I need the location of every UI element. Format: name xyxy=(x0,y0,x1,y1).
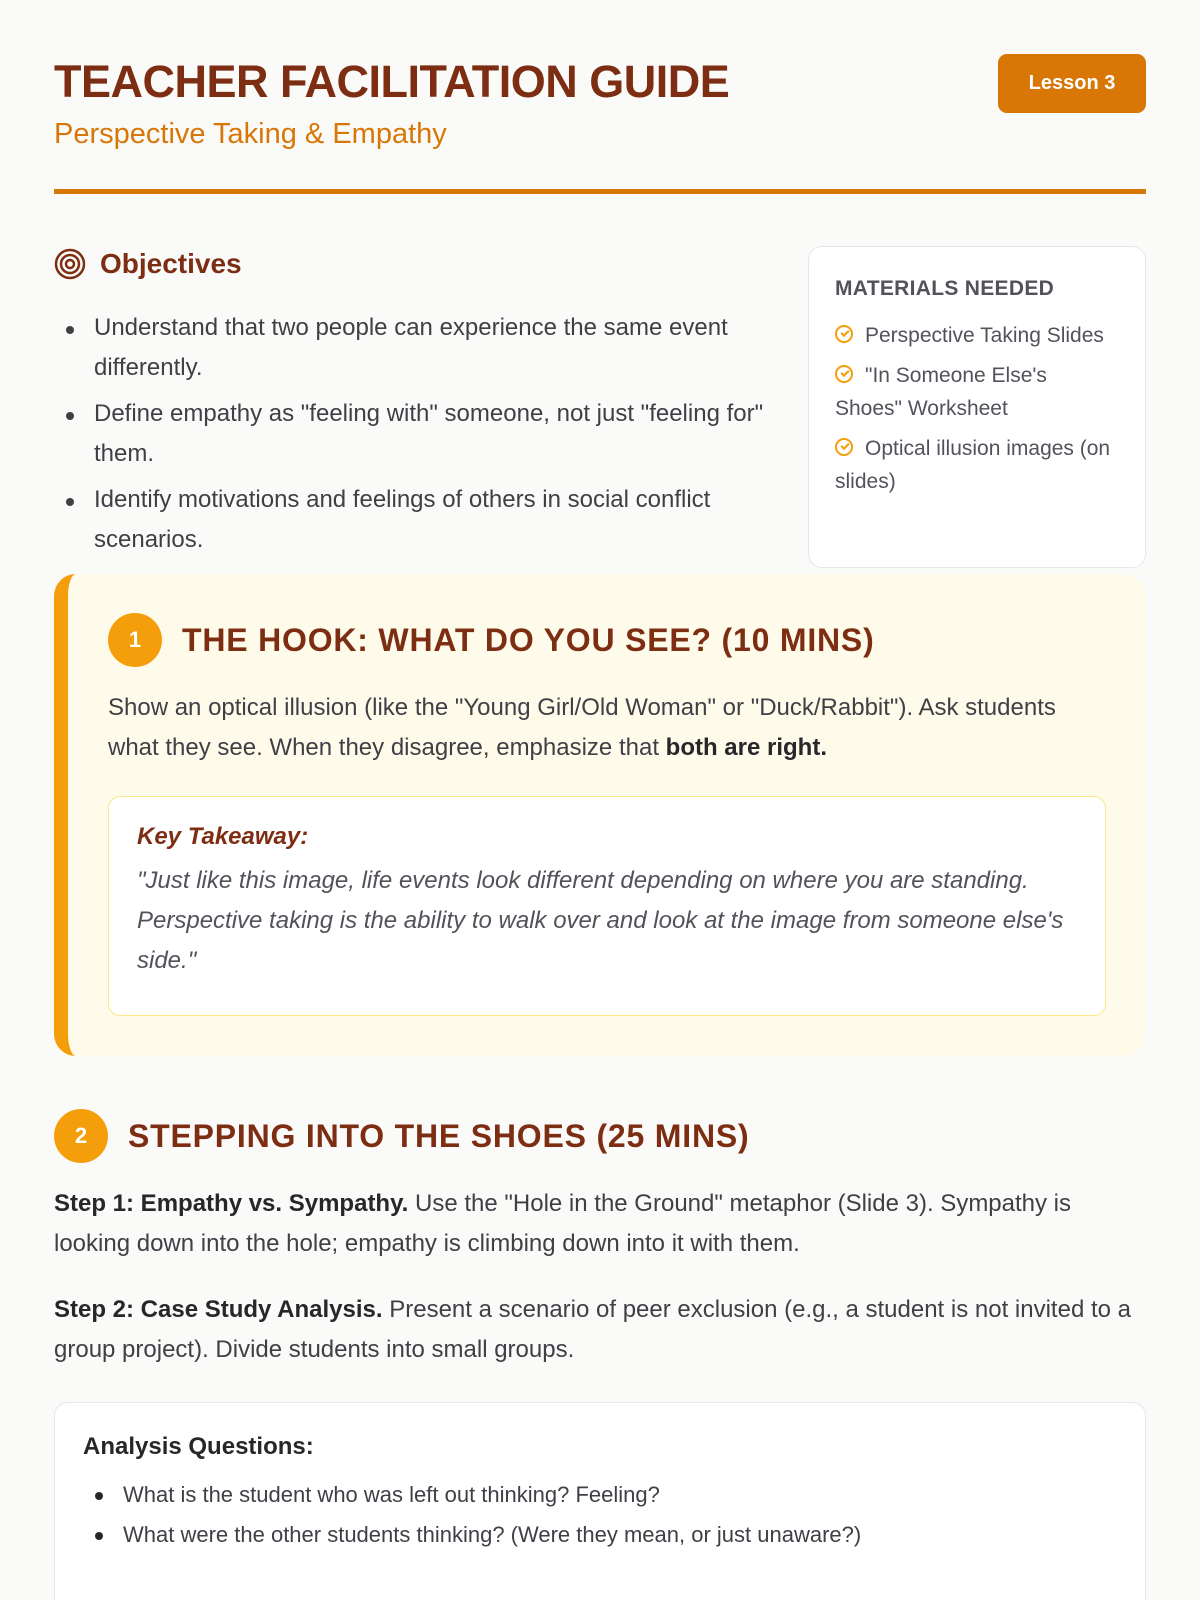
material-label: Perspective Taking Slides xyxy=(865,324,1104,347)
step1-text: Use the "Hole in the Ground" metaphor (Slide 3). Sympathy is looking down into the hole; empathy is climbing down into it with them. xyxy=(54,1190,1072,1257)
question-item: What is the student who was left out thinking? Feeling? xyxy=(83,1475,1117,1515)
objective-item: Identify motivations and feelings of others in social conflict scenarios. xyxy=(54,480,774,560)
step2-label: Step 2: Case Study Analysis. xyxy=(54,1296,383,1323)
hook-text: Show an optical illusion (like the "Young Girl/Old Woman" or "Duck/Rabbit"). Ask students what they see. When they disagree, emphasize that xyxy=(108,694,1056,761)
material-item xyxy=(835,432,1119,498)
objectives-list xyxy=(54,308,774,560)
material-item xyxy=(835,359,1119,425)
check-circle-icon xyxy=(835,365,853,383)
materials-card xyxy=(808,246,1146,568)
overview-section xyxy=(54,194,1146,574)
objectives-title: Objectives xyxy=(100,248,242,279)
step1-label: Step 1: Empathy vs. Sympathy. xyxy=(54,1190,409,1217)
shoes-section xyxy=(54,1108,1146,1600)
step2-text: Present a scenario of peer exclusion (e.g., a student is not invited to a group project). Divide students into small groups. xyxy=(54,1296,1131,1363)
material-label: "In Someone Else's Shoes" Worksheet xyxy=(835,364,1047,420)
material-item xyxy=(835,319,1119,352)
hook-emphasis: both are right. xyxy=(665,734,827,761)
section2-title: STEPPING INTO THE SHOES (25 MINS) xyxy=(128,1117,750,1154)
step-number-badge: 1 xyxy=(108,613,162,667)
page-title: TEACHER FACILITATION GUIDE xyxy=(54,56,730,107)
analysis-questions-card xyxy=(54,1402,1146,1600)
objectives-panel xyxy=(54,246,774,566)
material-label: Optical illusion images (on slides) xyxy=(835,437,1111,493)
takeaway-quote: "Just like this image, life events look different depending on where you are standing. Perspective taking is the ability to walk over and look at the image from someone else's side." xyxy=(137,867,1064,974)
page-subtitle: Perspective Taking & Empathy xyxy=(54,118,447,150)
target-icon xyxy=(54,248,86,280)
key-takeaway-box xyxy=(108,796,1106,1016)
guide-header xyxy=(54,0,1146,194)
question-item: What were the other students thinking? (Were they mean, or just unaware?) xyxy=(83,1515,1117,1555)
questions-list xyxy=(83,1475,1117,1555)
section2-heading xyxy=(54,1108,1146,1164)
hook-title: THE HOOK: WHAT DO YOU SEE? (10 MINS) xyxy=(182,621,875,658)
check-circle-icon xyxy=(835,325,853,343)
questions-title: Analysis Questions: xyxy=(83,1433,314,1460)
objective-item: Define empathy as "feeling with" someone, not just "feeling for" them. xyxy=(54,394,774,474)
hook-heading xyxy=(108,612,1106,668)
step-number-badge: 2 xyxy=(54,1109,108,1163)
check-circle-icon xyxy=(835,438,853,456)
step1-paragraph xyxy=(54,1184,1146,1264)
objectives-heading xyxy=(54,246,774,282)
hook-description xyxy=(108,688,1106,768)
hook-section xyxy=(54,574,1146,1056)
objective-item: Understand that two people can experience the same event differently. xyxy=(54,308,774,388)
step2-paragraph xyxy=(54,1290,1146,1370)
lesson-badge: Lesson 3 xyxy=(998,54,1146,113)
takeaway-label: Key Takeaway: xyxy=(137,823,309,850)
materials-title: MATERIALS NEEDED xyxy=(835,277,1055,300)
